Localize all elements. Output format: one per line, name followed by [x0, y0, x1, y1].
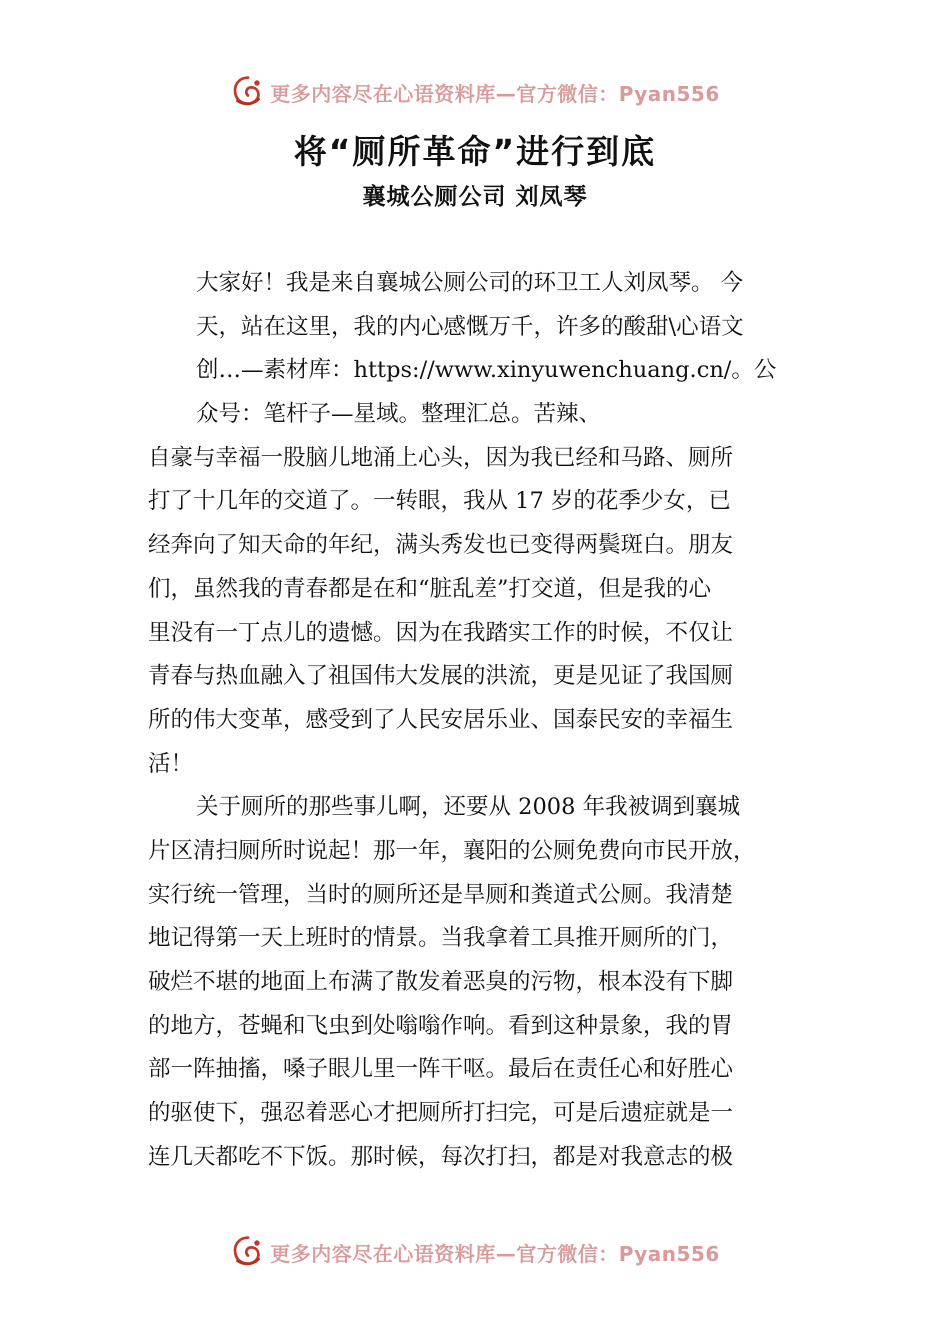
body-line: 连几天都吃不下饭。那时候，每次打扫，都是对我意志的极	[148, 1143, 734, 1170]
body-line: 里没有一丁点儿的遗憾。因为在我踏实工作的时候，不仅让	[148, 619, 734, 646]
body-line: 关于厕所的那些事儿啊，还要从 2008 年我被调到襄城	[196, 794, 741, 821]
body-line: 创…—素材库：https://www.xinyuwenchuang.cn/。公	[196, 357, 777, 384]
footer-banner-text: 更多内容尽在心语资料库—官方微信：Pyan556	[270, 1241, 720, 1266]
body-line: 的地方，苍蝇和飞虫到处嗡嗡作响。看到这种景象，我的胃	[148, 1012, 734, 1039]
body-line: 大家好！我是来自襄城公厕公司的环卫工人刘凤琴。 今	[196, 270, 744, 296]
body-line: 实行统一管理，当时的厕所还是旱厕和粪道式公厕。我清楚	[148, 881, 734, 908]
body-line: 青春与热血融入了祖国伟大发展的洪流，更是见证了我国厕	[148, 663, 734, 690]
document-title: 将“厕所革命”进行到底	[293, 132, 657, 171]
body-line: 的驱使下，强忍着恶心才把厕所打扫完，可是后遗症就是一	[148, 1100, 734, 1127]
body-line: 地记得第一天上班时的情景。当我拿着工具推开厕所的门，	[148, 925, 734, 952]
body-line: 片区清扫厕所时说起！那一年，襄阳的公厕免费向市民开放，	[148, 837, 756, 864]
body-line: 自豪与幸福一股脑儿地涌上心头，因为我已经和马路、厕所	[148, 444, 734, 471]
document-subtitle: 襄城公厕公司 刘凤琴	[362, 184, 588, 210]
body-line: 经奔向了知天命的年纪，满头秀发也已变得两鬓斑白。朋友	[148, 532, 734, 559]
body-line: 天，站在这里，我的内心感慨万千，许多的酸甜\心语文	[196, 313, 744, 340]
header-banner	[0, 70, 950, 114]
body-line: 众号：笔杆子—星域。整理汇总。苦辣、	[196, 401, 602, 428]
body-line: 部一阵抽搐，嗓子眼儿里一阵干呕。最后在责任心和好胜心	[148, 1056, 734, 1083]
body-line: 打了十几年的交道了。一转眼，我从 17 岁的花季少女，已	[148, 488, 731, 515]
body-line: 活！	[148, 750, 194, 777]
swirl-logo-icon	[230, 1234, 266, 1270]
document-body	[148, 262, 828, 1179]
swirl-logo-icon	[230, 74, 266, 110]
header-banner-text: 更多内容尽在心语资料库—官方微信：Pyan556	[270, 81, 720, 106]
body-line: 们，虽然我的青春都是在和“脏乱差”打交道，但是我的心	[148, 575, 712, 602]
body-line: 所的伟大变革，感受到了人民安居乐业、国泰民安的幸福生	[148, 706, 734, 733]
footer-banner	[0, 1230, 950, 1274]
body-line: 破烂不堪的地面上布满了散发着恶臭的污物，根本没有下脚	[148, 969, 734, 995]
